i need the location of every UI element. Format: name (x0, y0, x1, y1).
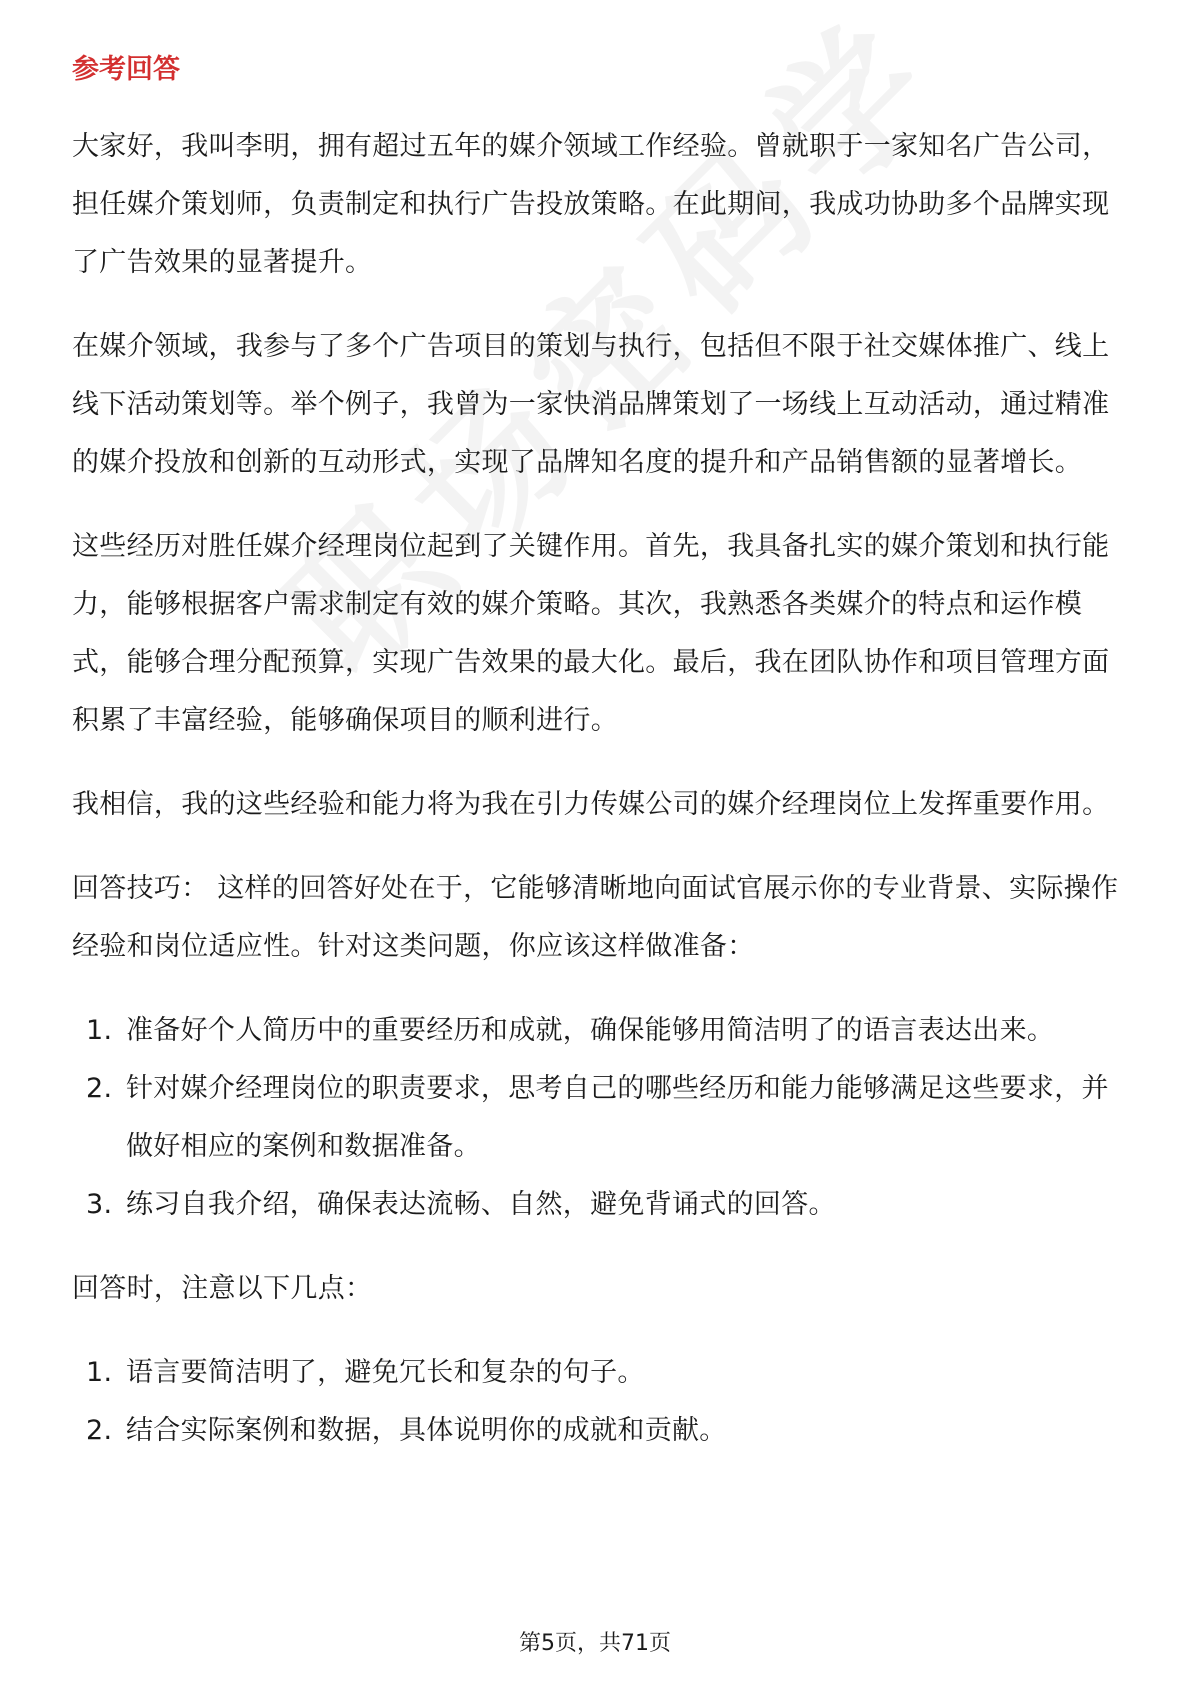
tips-list (72, 1002, 1122, 1234)
list-text: 结合实际案例和数据，具体说明你的成就和贡献。 (126, 1415, 727, 1446)
document-body (72, 48, 1122, 1486)
list-text: 练习自我介绍，确保表达流畅、自然，避免背诵式的回答。 (126, 1189, 836, 1220)
paragraph-intro: 大家好，我叫李明，拥有超过五年的媒介领域工作经验。曾就职于一家知名广告公司，担任媒介策划师，负责制定和执行广告投放策略。在此期间，我成功协助多个品牌实现了广告效果的显著提升。 (72, 131, 1110, 278)
paragraph-experience: 在媒介领域，我参与了多个广告项目的策划与执行，包括但不限于社交媒体推广、线上线下活动策划等。举个例子，我曾为一家快消品牌策划了一场线上互动活动，通过精准的媒介投放和创新的互动形式，实现了品牌知名度的提升和产品销售额的显著增长。 (72, 331, 1110, 478)
list-item (72, 1344, 1122, 1402)
notes-list (72, 1344, 1122, 1460)
list-text: 针对媒介经理岗位的职责要求，思考自己的哪些经历和能力能够满足这些要求，并做好相应的案例和数据准备。 (126, 1073, 1109, 1162)
list-item (72, 1402, 1122, 1460)
paragraph-conclusion: 我相信，我的这些经验和能力将为我在引力传媒公司的媒介经理岗位上发挥重要作用。 (72, 789, 1110, 820)
list-item (72, 1002, 1122, 1060)
list-number: 1. (86, 1015, 113, 1046)
list-number: 2. (86, 1415, 113, 1446)
list-text: 语言要简洁明了，避免冗长和复杂的句子。 (126, 1357, 645, 1388)
page-number: 第5页，共71页 (519, 1631, 671, 1656)
notes-intro: 回答时，注意以下几点： (72, 1273, 373, 1304)
list-number: 1. (86, 1357, 113, 1388)
list-item (72, 1060, 1122, 1176)
tips-intro: 回答技巧： 这样的回答好处在于，它能够清晰地向面试官展示你的专业背景、实际操作经验和岗位适应性。针对这类问题，你应该这样做准备： (72, 873, 1119, 962)
section-title: 参考回答 (72, 54, 180, 85)
list-item (72, 1176, 1122, 1234)
list-number: 2. (86, 1073, 113, 1104)
paragraph-qualifications: 这些经历对胜任媒介经理岗位起到了关键作用。首先，我具备扎实的媒介策划和执行能力，能够根据客户需求制定有效的媒介策略。其次，我熟悉各类媒介的特点和运作模式，能够合理分配预算，实现广告效果的最大化。最后，我在团队协作和项目管理方面积累了丰富经验，能够确保项目的顺利进行。 (72, 531, 1110, 736)
list-number: 3. (86, 1189, 113, 1220)
list-text: 准备好个人简历中的重要经历和成就，确保能够用简洁明了的语言表达出来。 (126, 1015, 1055, 1046)
